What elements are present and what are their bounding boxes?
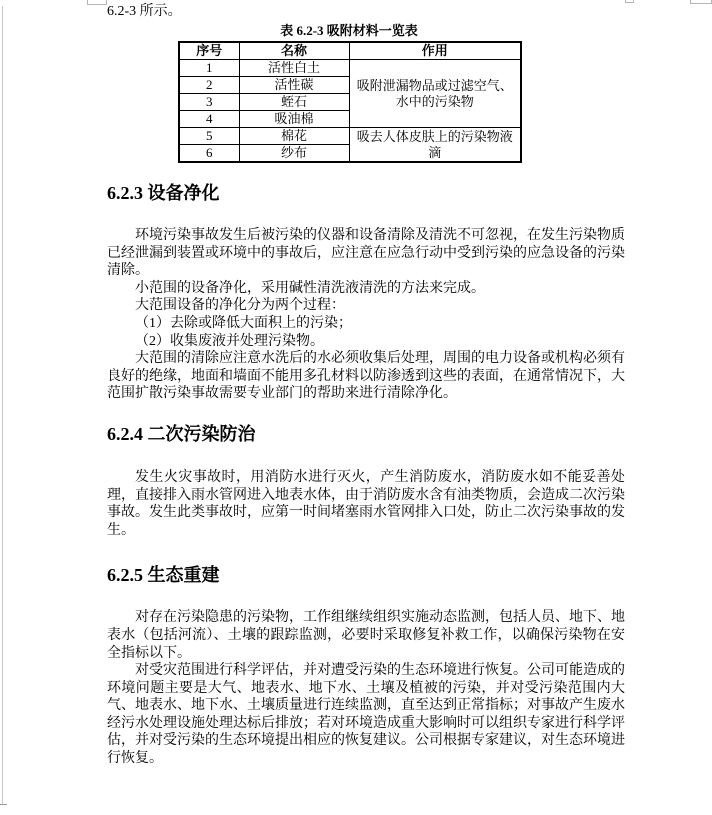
table-header-row — [179, 42, 521, 60]
paragraph: 环境污染事故发生后被污染的仪器和设备清除及清洗不可忽视，在发生污染物质已经泄漏到装置或环境中的事故后，应注意在应急行动中受到污染的应急设备的污染清除。 — [107, 228, 625, 279]
cell-name: 活性碳 — [239, 77, 349, 94]
list-item-2: （2）收集废液并处理污染物。 — [135, 333, 324, 349]
header-cell-use: 作用 — [349, 42, 521, 60]
cell-no: 2 — [179, 77, 239, 94]
paragraph: 大范围的清除应注意水洗后的水必须收集后处理，周围的电力设备或机构必须有良好的绝缘，地面和墙面不能用多孔材料以防渗透到这些的表面，在通常情况下，大范围扩散污染事故需要专业部门的帮助来进行清除净化。 — [107, 351, 625, 402]
paragraph: 发生火灾事故时，用消防水进行灭火，产生消防废水，消防废水如不能妥善处理，直接排入雨水管网进入地表水体，由于消防废水含有油类物质，会造成二次污染事故。发生此类事故时，应第一时间堵塞雨水管网排入口处，防止二次污染事故的发生。 — [107, 469, 625, 538]
page-corner-tick — [0, 804, 7, 805]
paragraph: 对存在污染隐患的污染物，工作组继续组织实施动态监测，包括人员、地下、地表水（包括河流）、土壤的跟踪监测，必要时采取修复补救工作，以确保污染物在安全指标以下。 — [107, 610, 625, 661]
cell-name: 棉花 — [239, 128, 349, 145]
table-row — [179, 60, 521, 77]
paragraph: 小范围的设备净化，采用碱性清洗液清洗的方法来完成。 — [135, 280, 485, 296]
header-cell-name: 名称 — [239, 42, 349, 60]
cell-name: 活性白土 — [239, 60, 349, 77]
cropped-ui-fragment — [690, 0, 712, 4]
header-cell-no: 序号 — [179, 42, 239, 60]
cell-no: 1 — [179, 60, 239, 77]
cell-name: 纱布 — [239, 145, 349, 163]
list-item-1: （1）去除或降低大面积上的污染； — [135, 315, 352, 331]
section-heading-6-2-5: 6.2.5 生态重建 — [107, 565, 220, 586]
cell-name: 蛭石 — [239, 94, 349, 111]
document-content — [107, 3, 625, 768]
cell-no: 6 — [179, 145, 239, 163]
section-heading-6-2-3: 6.2.3 设备净化 — [107, 183, 220, 203]
section-heading-6-2-4: 6.2.4 二次污染防治 — [107, 423, 256, 444]
cell-use-merged: 吸去人体皮肤上的污染物液滴 — [349, 128, 521, 163]
paragraph: 对受灾范围进行科学评估，并对遭受污染的生态环境进行恢复。公司可能造成的环境问题主要是大气、地表水、地下水、土壤及植被的污染，并对受污染范围内大气、地表水、地下水、土壤质量进行连续监测，直至达到正常指标；对事故产生废水经污水处理设施处理达标后排放；若对环境造成重大影响时可以组织专家进行科学评估，并对受污染的生态环境提出相应的恢复建议。公司根据专家建议，对生态环境进行恢复。 — [107, 663, 625, 767]
table-caption: 表 6.2-3 吸附材料一览表 — [280, 23, 418, 38]
paragraph: 大范围设备的净化分为两个过程： — [135, 298, 345, 314]
paragraph-continuation: 6.2-3 所示。 — [107, 4, 182, 19]
cell-no: 5 — [179, 128, 239, 145]
adsorption-table-block — [178, 22, 520, 163]
table-row — [179, 128, 521, 145]
cell-no: 3 — [179, 94, 239, 111]
cell-name: 吸油棉 — [239, 111, 349, 128]
cell-no: 4 — [179, 111, 239, 128]
adsorption-materials-table — [178, 41, 522, 163]
cell-use-merged: 吸附泄漏物品或过滤空气、水中的污染物 — [349, 60, 521, 128]
page-left-edge-line — [2, 6, 3, 805]
cropped-ui-fragment — [87, 0, 107, 5]
cropped-ui-fragment — [625, 0, 634, 3]
